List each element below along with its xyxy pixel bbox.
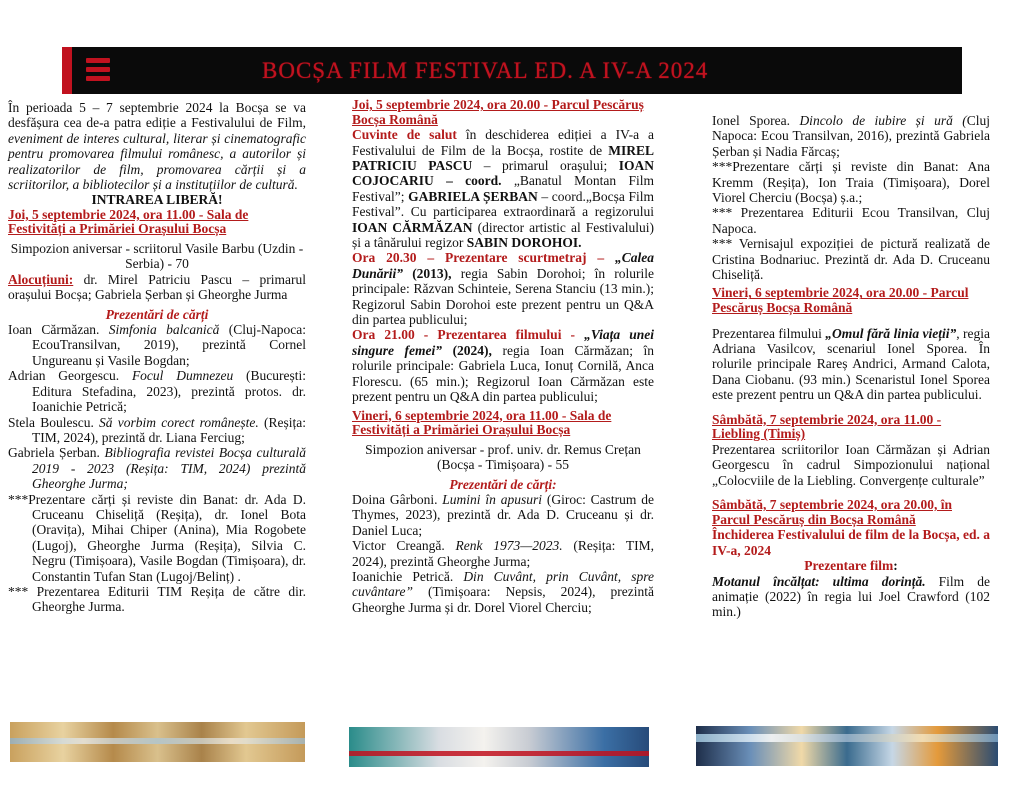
banner-title: BOCȘA FILM FESTIVAL ED. A IV-A 2024 [262, 58, 709, 83]
speeches: Alocuțiuni: dr. Mirel Patriciu Pascu – primarul orașului Bocșa; Gabriela Șerban și Gheorghe Jurma [8, 271, 306, 303]
painting-strip-middle [349, 727, 649, 767]
banat-presentation: ***Prezentare cărți și reviste din Banat: Ana Kremm (Reșița), Ion Traia (Timișoara), Dorel Viorel Cherciu (Bocșa) ș.a.; [712, 159, 990, 206]
book-item: Doina Gârboni. Lumini în apusuri (Giroc: Castrum de Thymes, 2023), prezintă dr. Ada D. Cruceanu și dr. Daniel Luca; [352, 491, 654, 538]
final-film: Motanul încălțat: ultima dorință. Film de animație (2022) în regia lui Joel Crawford (102 min.) [712, 573, 990, 620]
symposium-remus-cretan: Simpozion aniversar - prof. univ. dr. Remus Crețan (Bocșa - Timișoara) - 55 [365, 441, 641, 473]
book-item: Ioan Cărmăzan. Simfonia balcanică (Cluj-Napoca: EcouTransilvan, 2019), prezintă Cornel Ungureanu și Vasile Bogdan; [8, 322, 306, 368]
short-film-paragraph: Ora 20.30 – Prezentare scurtmetraj – „Calea Dunării” (2013), regia Sabin Dorohoi; în rolurile principale: Răzvan Schinteie, Serena Stanciu (13 min.); Regizorul Sabin Dorohoi este prezent pentru un Q&A din partea publicului; [352, 250, 655, 328]
publisher-presentation: *** Prezentarea Editurii Ecou Transilvan, Cluj Napoca. [712, 205, 990, 236]
welcome-paragraph: Cuvinte de salut în deschiderea ediției a IV-a a Festivalului de Film de la Bocșa, rostite de MIREL PATRICIU PASCU – primarul orașului; IOAN COJOCARIU – coord. „Banatul Montan Film Festival”; GABRIELA ȘERBAN – coord.„Bocșa Film Festival”. Cu participarea extraordinară a regizorului IOAN CĂRMĂZAN (director artistic al Festivalului) și a tânărului regizor SABIN DOROHOI. [352, 127, 655, 251]
hamburger-menu-icon[interactable] [86, 58, 110, 82]
intro-paragraph: În perioada 5 – 7 septembrie 2024 la Bocșa se va desfășura cea de-a patra ediție a Festivalului de Film, eveniment de interes cultural, literar și cinematografic pentru promovarea filmului românesc, a autorilor și realizatorilor de film, promovarea cărții și a scriitorilor, a bibliotecilor și a instituțiilor de cultură. [8, 100, 306, 193]
book-item: Victor Creangă. Renk 1973—2023. (Reșița: TIM, 2024), prezintă Gheorghe Jurma; [352, 538, 655, 569]
column-middle [352, 98, 654, 615]
event-heading-sat-1100: Sâmbătă, 7 septembrie 2024, ora 11.00 - Liebling (Timiș) [712, 411, 942, 442]
book-item: Gabriela Șerban. Bibliografia revistei Bocșa culturală 2019 - 2023 (Reșița: TIM, 2024) prezintă Gheorghe Jurma; [8, 445, 306, 492]
book-item: Ioanichie Petrică. Din Cuvânt, prin Cuvânt, spre cuvântare” (Timișoara: Nepsis, 2024), prezintă Gheorghe Jurma și dr. Dorel Viorel Cherciu; [352, 568, 654, 615]
column-left [8, 100, 306, 615]
book-item: Stela Boulescu. Să vorbim corect românește. (Reșița: TIM, 2024), prezintă dr. Liana Ferciug; [8, 414, 306, 445]
festival-closing: Închiderea Festivalului de film de la Bocșa, ed. a IV-a, 2024 [712, 527, 991, 558]
event-heading-thu-1100: Joi, 5 septembrie 2024, ora 11.00 - Sala de Festivități a Primăriei Orașului Bocșa [8, 206, 249, 237]
film-label: Prezentare film: [804, 558, 898, 574]
film-presentation: Prezentarea filmului „Omul fără linia vieții”, regia Adriana Vasilcov, scenariul Ionel Sporea. În rolurile principale Rareș Andrici, Armand Calota, Dana Ciobanu. (93 min.) Scenaristul Ionel Sporea este prezent pentru un Q&A din partea publicului. [712, 325, 990, 403]
vernissage: *** Vernisajul expoziției de pictură realizată de Cristina Bodnariuc. Prezintă dr. Ada D. Cruceanu Chiseliță. [712, 236, 990, 283]
painting-strip-left [10, 722, 305, 762]
book-item: *** Prezentarea Editurii TIM Reșița de către dir. Gheorghe Jurma. [8, 583, 306, 615]
book-item: Ionel Sporea. Dincolo de iubire și ură (Cluj Napoca: Ecou Transilvan, 2016), prezintă Gabriela Șerban și Nadia Fărcaș; [712, 113, 991, 159]
event-heading-thu-2000: Joi, 5 septembrie 2024, ora 20.00 - Parcul Pescăruș Bocșa Română [352, 97, 644, 127]
banner-accent-bar [62, 47, 72, 94]
book-item: Adrian Georgescu. Focul Dumnezeu (București: Editura Stefadina, 2023), prezintă protos. dr. Ioanichie Petrică; [8, 368, 307, 415]
column-right [712, 113, 990, 620]
symposium-vasile-barbu: Simpozion aniversar - scriitorul Vasile Barbu (Uzdin - Serbia) - 70 [10, 241, 304, 272]
books-heading: Prezentări de cărți [105, 306, 209, 322]
festival-banner [62, 47, 962, 94]
book-item: ***Prezentare cărți și reviste din Banat: dr. Ada D. Cruceanu Chiseliță (Reșița), dr. Ionel Bota (Oravița), Mihai Chiper (Anina), Mia Rogobete (Lugoj), Gheorghe Jurma (Reșița), Silvia C. Negru (Timișoara), Vasile Bogdan (Timișoara), dr. Constantin Tufan Stan (Lugoj/Belinț) . [8, 491, 306, 584]
event-heading-fri-1100: Vineri, 6 septembrie 2024, ora 11.00 - Sala de Festivități a Primăriei Orașului Bocșa [352, 407, 612, 438]
event-heading-fri-2000: Vineri, 6 septembrie 2024, ora 20.00 - Parcul Pescăruș Bocșa Română [712, 285, 969, 316]
painting-strip-right [696, 726, 998, 766]
free-entry: INTRAREA LIBERĂ! [91, 192, 223, 208]
event-heading-sat-2000: Sâmbătă, 7 septembrie 2024, ora 20.00, în Parcul Pescăruș din Bocșa Română [712, 497, 952, 527]
liebling-paragraph: Prezentarea scriitorilor Ioan Cărmăzan și Adrian Georgescu în cadrul Simpozionului național „Colocviile de la Liebling. Convergențe culturale” [712, 441, 990, 488]
books-heading: Prezentări de cărți: [449, 476, 557, 492]
feature-film-paragraph: Ora 21.00 - Prezentarea filmului - „Viața unei singure femei” (2024), regia Ioan Cărmăzan; în rolurile principale: Gabriela Luca, Ionuț Cornilă, Anca Florescu. (65 min.); Regizorul Ioan Cărmăzan este prezent pentru un Q&A din partea publicului; [352, 327, 654, 405]
